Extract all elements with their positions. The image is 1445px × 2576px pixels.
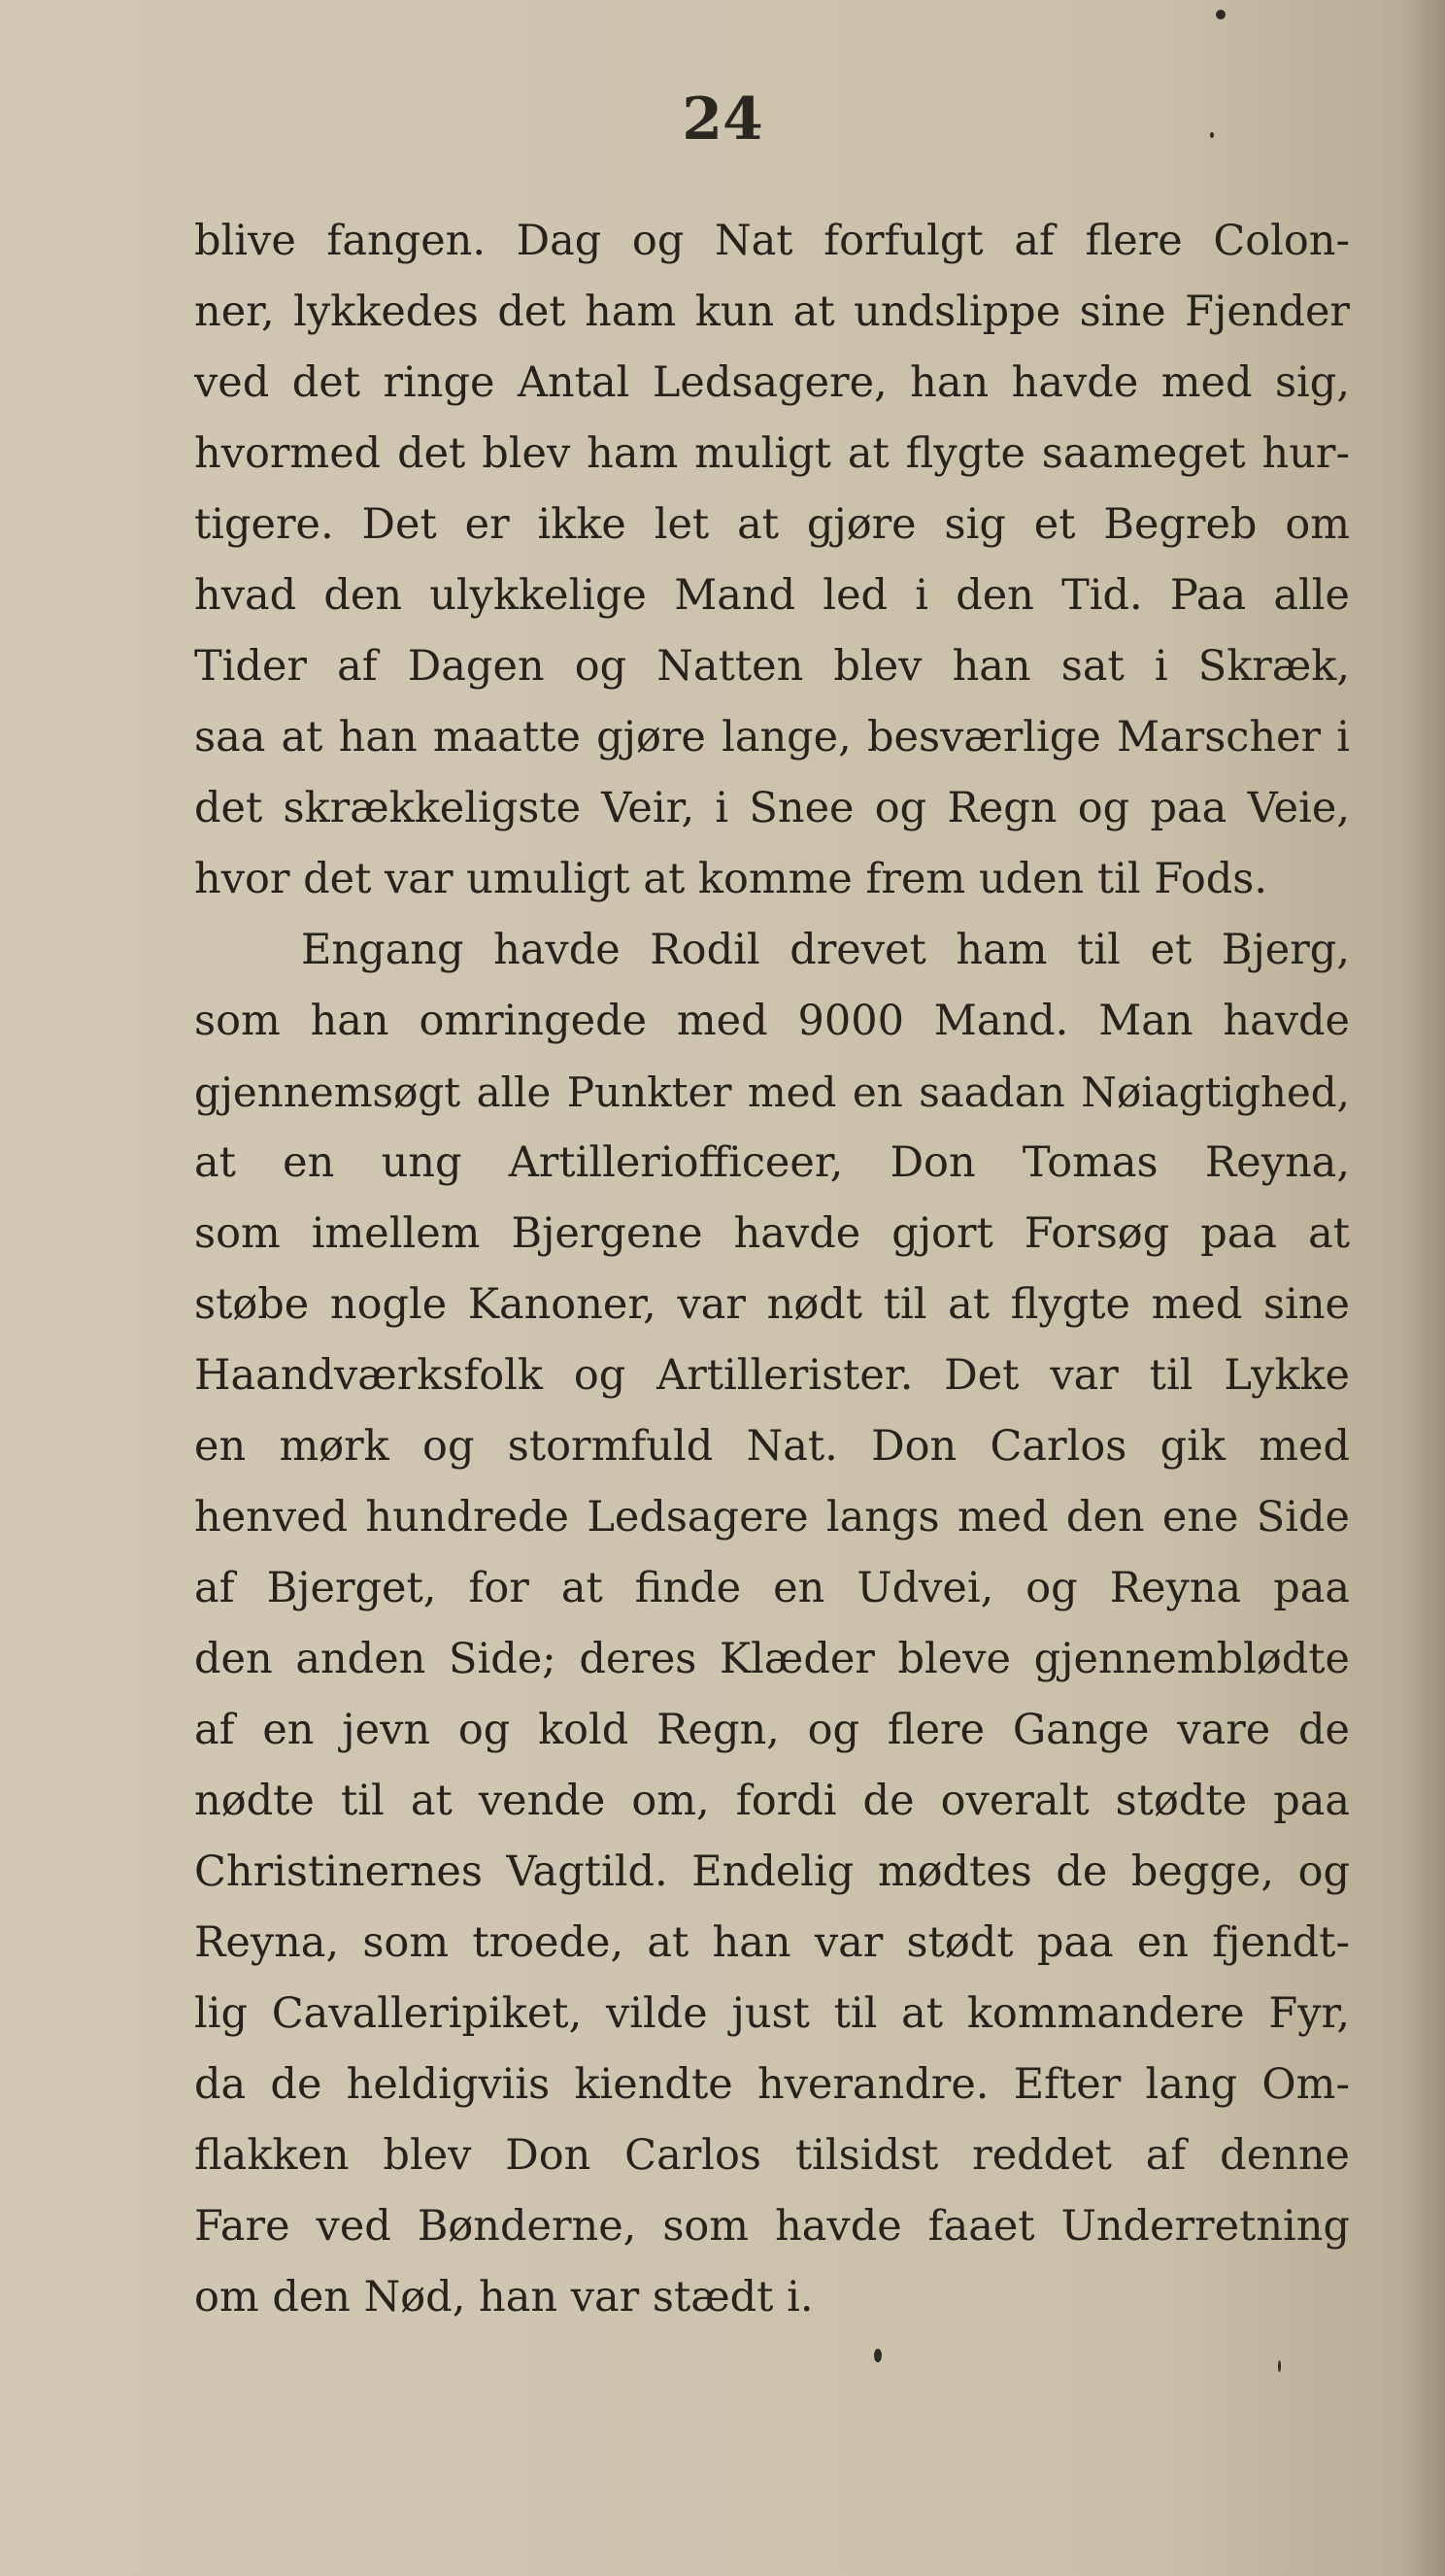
ink-speck xyxy=(1278,2360,1281,2372)
text-line: en mørk og stormfuld Nat. Don Carlos gik med xyxy=(194,1422,1350,1471)
text-line: af Bjerget, for at finde en Udvei, og Reyna paa xyxy=(194,1564,1350,1612)
ink-speck xyxy=(1210,132,1214,138)
text-line: om den Nød, han var stædt i. xyxy=(194,2273,814,2322)
text-line: da de heldigviis kiendte hverandre. Efter lang Om- xyxy=(194,2060,1350,2109)
ink-speck xyxy=(1216,10,1226,19)
text-line: det skrækkeligste Veir, i Snee og Regn og paa Veie, xyxy=(194,784,1350,832)
text-line: henved hundrede Ledsagere langs med den ene Side xyxy=(194,1493,1350,1542)
text-line: Tider af Dagen og Natten blev han sat i Skræk, xyxy=(194,642,1350,691)
text-line: ved det ringe Antal Ledsagere, han havde med sig, xyxy=(194,358,1350,407)
text-line: ner, lykkedes det ham kun at undslippe sine Fjender xyxy=(194,288,1350,336)
text-line: tigere. Det er ikke let at gjøre sig et Begreb om xyxy=(194,500,1350,549)
text-line: at en ung Artilleriofficeer, Don Tomas Reyna, xyxy=(194,1138,1350,1187)
ink-speck xyxy=(874,2349,882,2362)
text-line: Reyna, som troede, at han var stødt paa en fjendt- xyxy=(194,1918,1350,1967)
text-line: den anden Side; deres Klæder bleve gjennemblødte xyxy=(194,1635,1350,1683)
text-line: saa at han maatte gjøre lange, besværlige Marscher i xyxy=(194,713,1350,762)
text-line: støbe nogle Kanoner, var nødt til at flygte med sine xyxy=(194,1280,1350,1329)
text-line: lig Cavalleripiket, vilde just til at kommandere Fyr, xyxy=(194,1989,1350,2038)
text-line: Engang havde Rodil drevet ham til et Bjerg, xyxy=(301,926,1350,974)
text-line: hvor det var umuligt at komme frem uden til Fods. xyxy=(194,855,1267,903)
text-line: blive fangen. Dag og Nat forfulgt af flere Colon- xyxy=(194,217,1350,265)
text-line: som han omringede med 9000 Mand. Man havde xyxy=(194,997,1350,1045)
text-line: af en jevn og kold Regn, og flere Gange vare de xyxy=(194,1706,1350,1754)
text-line: som imellem Bjergene havde gjort Forsøg paa at xyxy=(194,1209,1350,1258)
text-line: Christinernes Vagtild. Endelig mødtes de begge, og xyxy=(194,1847,1350,1896)
text-line: Haandværksfolk og Artillerister. Det var til Lykke xyxy=(194,1351,1350,1400)
text-line: flakken blev Don Carlos tilsidst reddet af denne xyxy=(194,2131,1350,2180)
page-number: 24 xyxy=(682,85,763,153)
text-line: Fare ved Bønderne, som havde faaet Underretning xyxy=(194,2202,1350,2251)
text-line: hvormed det blev ham muligt at flygte saameget hur- xyxy=(194,429,1350,478)
body-text xyxy=(194,206,1350,2333)
text-line: gjennemsøgt alle Punkter med en saadan Nøiagtighed, xyxy=(194,1068,1350,1116)
text-line: nødte til at vende om, fordi de overalt stødte paa xyxy=(194,1777,1350,1825)
text-line: hvad den ulykkelige Mand led i den Tid. Paa alle xyxy=(194,571,1350,620)
